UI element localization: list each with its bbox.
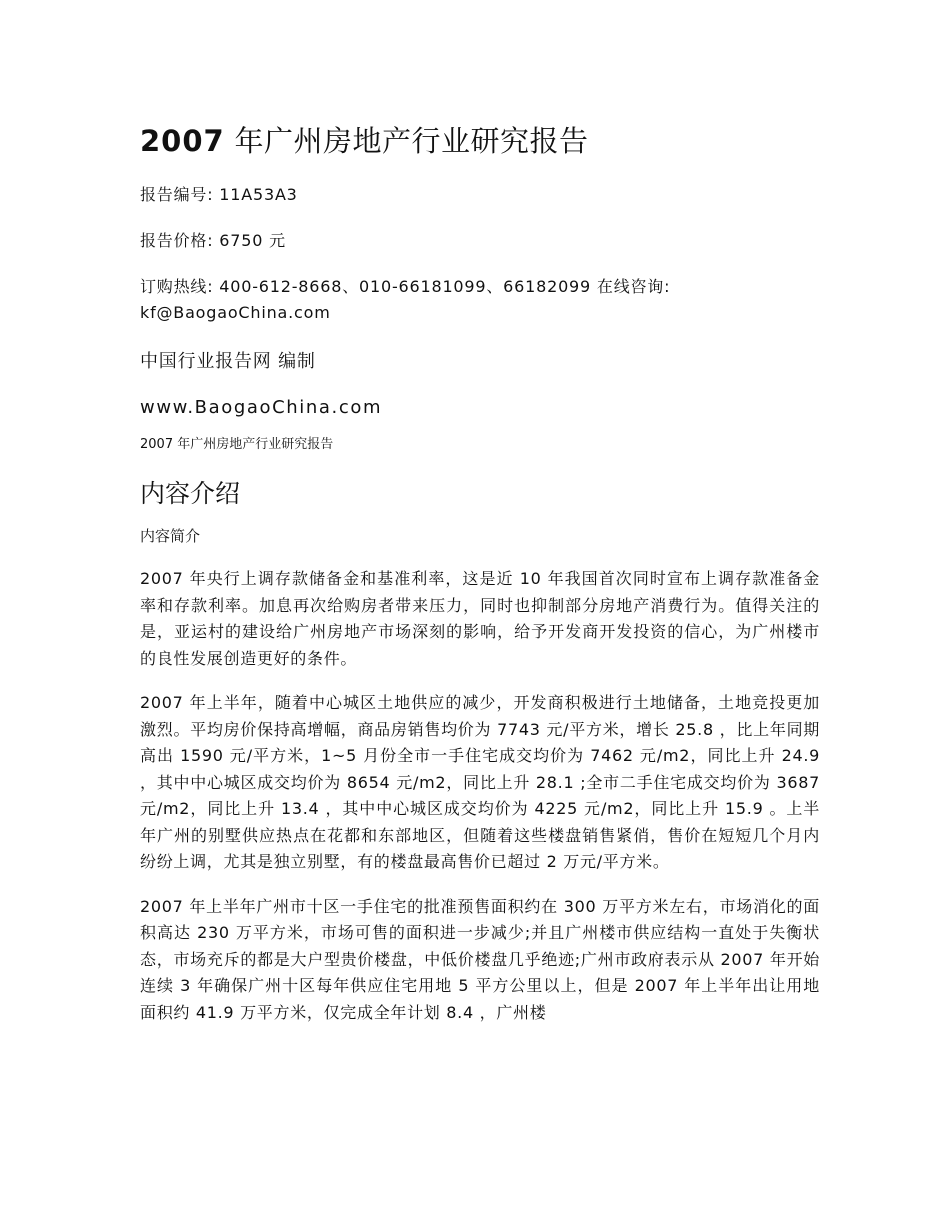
report-title-text: 年广州房地产行业研究报告 bbox=[234, 124, 589, 158]
document-body bbox=[140, 118, 820, 1044]
paragraph-1: 2007 年央行上调存款储备金和基准利率，这是近 10 年我国首次同时宣布上调存款准备金率和存款利率。加息再次给购房者带来压力，同时也抑制部分房地产消费行为。值得关注的是，亚运村的建设给广州房地产市场深刻的影响，给予开发商开发投资的信心，为广州楼市的良性发展创造更好的条件。 bbox=[140, 569, 820, 668]
publisher-line: 中国行业报告网 编制 bbox=[140, 351, 316, 372]
report-number: 报告编号: 11A53A3 bbox=[140, 185, 298, 204]
section-subheading: 内容简介 bbox=[140, 527, 201, 545]
paragraph-2: 2007 年上半年，随着中心城区土地供应的减少，开发商积极进行土地储备，土地竞投更加激烈。平均房价保持高增幅，商品房销售均价为 7743 元/平方米，增长 25.8 ，比上年同期高出 1590 元/平方米，1~5 月份全市一手住宅成交均价为 7462 元/m2，同比上升 24.9 ，其中中心城区成交均价为 8654 元/m2，同比上升 28.1 ;全市二手住宅成交均价为 3687 元/m2，同比上升 13.4 ，其中中心城区成交均价为 4225 元/m2，同比上升 15.9 。上半年广州的别墅供应热点在花都和东部地区，但随着这些楼盘销售紧俏，售价在短短几个月内纷纷上调，尤其是独立别墅，有的楼盘最高售价已超过 2 万元/平方米。 bbox=[140, 693, 820, 871]
report-price: 报告价格: 6750 元 bbox=[140, 231, 286, 250]
section-heading: 内容介绍 bbox=[140, 479, 241, 508]
report-subtitle: 2007 年广州房地产行业研究报告 bbox=[140, 437, 334, 452]
report-title-year: 2007 bbox=[140, 124, 225, 158]
order-hotline: 订购热线: 400-612-8668、010-66181099、66182099 在线咨询: kf@BaogaoChina.com bbox=[140, 277, 671, 322]
report-title bbox=[140, 118, 820, 164]
website-url: www.BaogaoChina.com bbox=[140, 397, 383, 418]
paragraph-3: 2007 年上半年广州市十区一手住宅的批准预售面积约在 300 万平方米左右，市场消化的面积高达 230 万平方米，市场可售的面积进一步减少;并且广州楼市供应结构一直处于失衡状态，市场充斥的都是大户型贵价楼盘，中低价楼盘几乎绝迹;广州市政府表示从 2007 年开始连续 3 年确保广州十区每年供应住宅用地 5 平方公里以上，但是 2007 年上半年出让用地面积约 41.9 万平方米，仅完成全年计划 8.4 ，广州楼 bbox=[140, 896, 820, 1022]
